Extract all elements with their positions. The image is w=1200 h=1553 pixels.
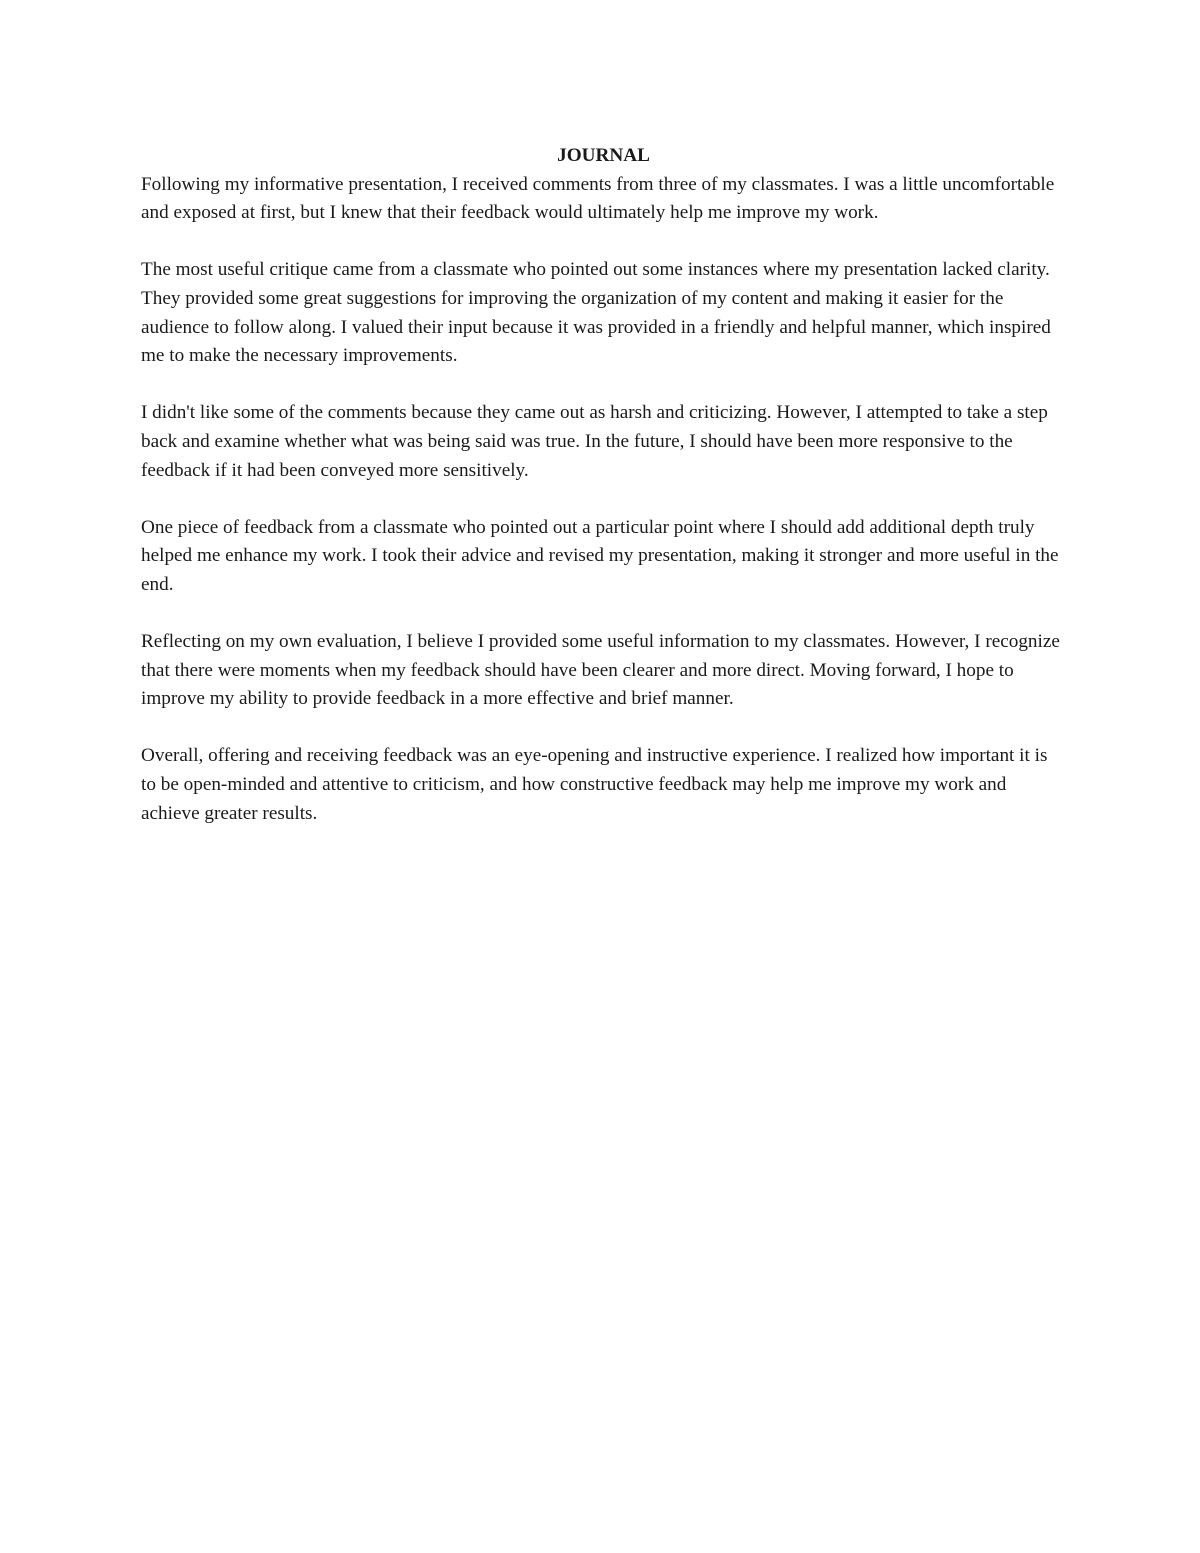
paragraph: Overall, offering and receiving feedback was an eye-opening and instructive experience. I realized how important it is to be open-minded and attentive to criticism, and how constructive feedback may help me improve my work and achieve greater results. xyxy=(141,745,1048,824)
paragraph: The most useful critique came from a classmate who pointed out some instances where my presentation lacked clarity. They provided some great suggestions for improving the organization of my content and making it easier for the audience to follow along. I valued their input because it was provided in a friendly and helpful manner, which inspired me to make the necessary improvements. xyxy=(141,259,1051,367)
paragraph: I didn't like some of the comments because they came out as harsh and criticizing. However, I attempted to take a step back and examine whether what was being said was true. In the future, I should have been more responsive to the feedback if it had been conveyed more sensitively. xyxy=(141,402,1048,481)
document-body xyxy=(141,142,1066,828)
paragraph: One piece of feedback from a classmate who pointed out a particular point where I should add additional depth truly helped me enhance my work. I took their advice and revised my presentation, making it stronger and more useful in the end. xyxy=(141,516,1059,595)
paragraph: Reflecting on my own evaluation, I believe I provided some useful information to my classmates. However, I recognize that there were moments when my feedback should have been clearer and more direct. Moving forward, I hope to improve my ability to provide feedback in a more effective and brief manner. xyxy=(141,631,1060,710)
document-title: JOURNAL xyxy=(557,145,650,166)
paragraph: Following my informative presentation, I received comments from three of my classmates. I was a little uncomfortable and exposed at first, but I knew that their feedback would ultimately help me improve my work. xyxy=(141,173,1055,224)
